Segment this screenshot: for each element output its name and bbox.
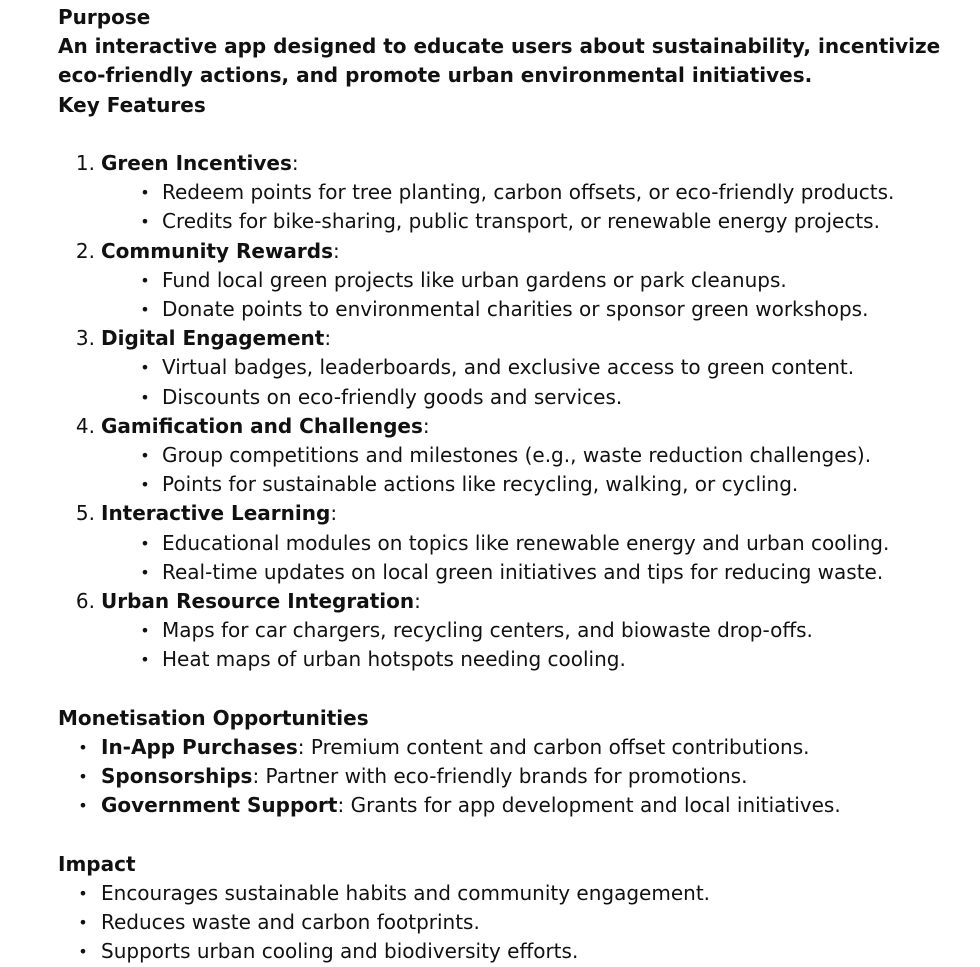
feature-item	[58, 412, 958, 441]
feature-title: Digital Engagement	[101, 326, 325, 351]
impact-item	[58, 908, 958, 937]
key-features-list	[58, 149, 958, 675]
monetisation-item-title: Sponsorships	[101, 764, 253, 789]
feature-subitem	[58, 645, 958, 674]
spacer	[58, 120, 958, 149]
feature-subitem	[58, 295, 958, 324]
feature-colon: :	[330, 501, 338, 526]
feature-colon: :	[291, 151, 299, 175]
feature-subitem	[58, 266, 958, 295]
monetisation-item-title: In-App Purchases	[101, 735, 298, 760]
feature-subitem	[58, 616, 958, 645]
bullet-icon: •	[140, 446, 150, 466]
feature-subitem-text: Heat maps of urban hotspots needing cooling.	[162, 647, 626, 672]
feature-title: Gamification and Challenges	[101, 413, 423, 438]
bullet-icon: •	[78, 884, 88, 904]
feature-item	[58, 324, 958, 353]
feature-colon: :	[324, 326, 332, 351]
feature-subitem	[58, 207, 958, 236]
feature-item	[58, 499, 958, 528]
feature-number: 5.	[75, 501, 95, 526]
feature-subitem-text: Real-time updates on local green initiatives and tips for reducing waste.	[162, 559, 884, 584]
feature-number: 6.	[75, 589, 95, 614]
monetisation-item	[58, 733, 958, 762]
feature-number: 2.	[75, 238, 95, 263]
spacer	[58, 821, 958, 850]
monetisation-item-text: : Premium content and carbon offset contributions.	[297, 735, 810, 760]
feature-subitem	[58, 558, 958, 587]
bullet-icon: •	[78, 796, 88, 816]
document-body	[58, 3, 958, 967]
feature-subitem-text: Fund local green projects like urban gardens or park cleanups.	[162, 267, 787, 292]
monetisation-list	[58, 733, 958, 821]
monetisation-item	[58, 762, 958, 791]
feature-item	[58, 587, 958, 616]
feature-number: 1.	[75, 151, 95, 175]
feature-subitem-text: Group competitions and milestones (e.g., waste reduction challenges).	[162, 443, 872, 468]
bullet-icon: •	[140, 270, 150, 290]
bullet-icon: •	[140, 300, 150, 320]
feature-colon: :	[414, 589, 421, 614]
feature-item	[58, 237, 958, 266]
feature-subitem-text: Redeem points for tree planting, carbon offsets, or eco-friendly products.	[162, 180, 895, 205]
bullet-icon: •	[140, 387, 150, 407]
monetisation-item-text: : Partner with eco-friendly brands for promotions.	[252, 764, 748, 789]
feature-subitem	[58, 441, 958, 470]
key-features-heading: Key Features	[58, 92, 206, 117]
feature-subitem-text: Maps for car chargers, recycling centers, and biowaste drop-offs.	[162, 618, 813, 643]
feature-subitem-text: Credits for bike-sharing, public transport, or renewable energy projects.	[162, 209, 880, 234]
bullet-icon: •	[140, 562, 150, 582]
feature-subitem	[58, 383, 958, 412]
feature-subitem	[58, 178, 958, 207]
monetisation-heading: Monetisation Opportunities	[58, 705, 369, 730]
feature-title: Interactive Learning	[101, 501, 331, 526]
spacer	[58, 675, 958, 704]
bullet-icon: •	[140, 183, 150, 203]
feature-item	[58, 149, 958, 178]
feature-title: Community Rewards	[101, 238, 334, 263]
impact-item-text: Encourages sustainable habits and community engagement.	[101, 881, 711, 906]
monetisation-item-title: Government Support	[101, 793, 338, 818]
impact-item	[58, 879, 958, 908]
bullet-icon: •	[140, 358, 150, 378]
impact-item-text: Reduces waste and carbon footprints.	[101, 910, 480, 935]
feature-subitem	[58, 353, 958, 382]
feature-subitem	[58, 529, 958, 558]
purpose-heading: Purpose	[58, 5, 151, 29]
feature-title: Green Incentives	[101, 151, 292, 175]
feature-subitem-text: Donate points to environmental charities or sponsor green workshops.	[162, 297, 869, 322]
feature-number: 3.	[75, 326, 95, 351]
feature-subitem-text: Discounts on eco-friendly goods and services.	[162, 384, 623, 409]
impact-heading: Impact	[58, 851, 136, 876]
feature-subitem-text: Educational modules on topics like renewable energy and urban cooling.	[162, 530, 890, 555]
bullet-icon: •	[140, 621, 150, 641]
impact-item	[58, 937, 958, 966]
bullet-icon: •	[140, 212, 150, 232]
feature-subitem-text: Points for sustainable actions like recycling, walking, or cycling.	[162, 472, 799, 497]
feature-colon: :	[422, 413, 430, 438]
bullet-icon: •	[78, 942, 88, 962]
impact-list	[58, 879, 958, 967]
impact-item-text: Supports urban cooling and biodiversity efforts.	[101, 939, 579, 964]
feature-number: 4.	[75, 413, 95, 438]
feature-subitem-text: Virtual badges, leaderboards, and exclusive access to green content.	[162, 355, 855, 380]
bullet-icon: •	[78, 738, 88, 758]
bullet-icon: •	[140, 650, 150, 670]
feature-subitem	[58, 470, 958, 499]
bullet-icon: •	[78, 767, 88, 787]
bullet-icon: •	[78, 913, 88, 933]
bullet-icon: •	[140, 533, 150, 553]
monetisation-item-text: : Grants for app development and local initiatives.	[337, 793, 841, 818]
feature-colon: :	[333, 238, 340, 263]
monetisation-item	[58, 791, 958, 820]
bullet-icon: •	[140, 475, 150, 495]
purpose-text: An interactive app designed to educate users about sustainability, incentivize eco-friendly actions, and promote urban environmental initiatives.	[58, 34, 941, 88]
feature-title: Urban Resource Integration	[101, 589, 415, 614]
